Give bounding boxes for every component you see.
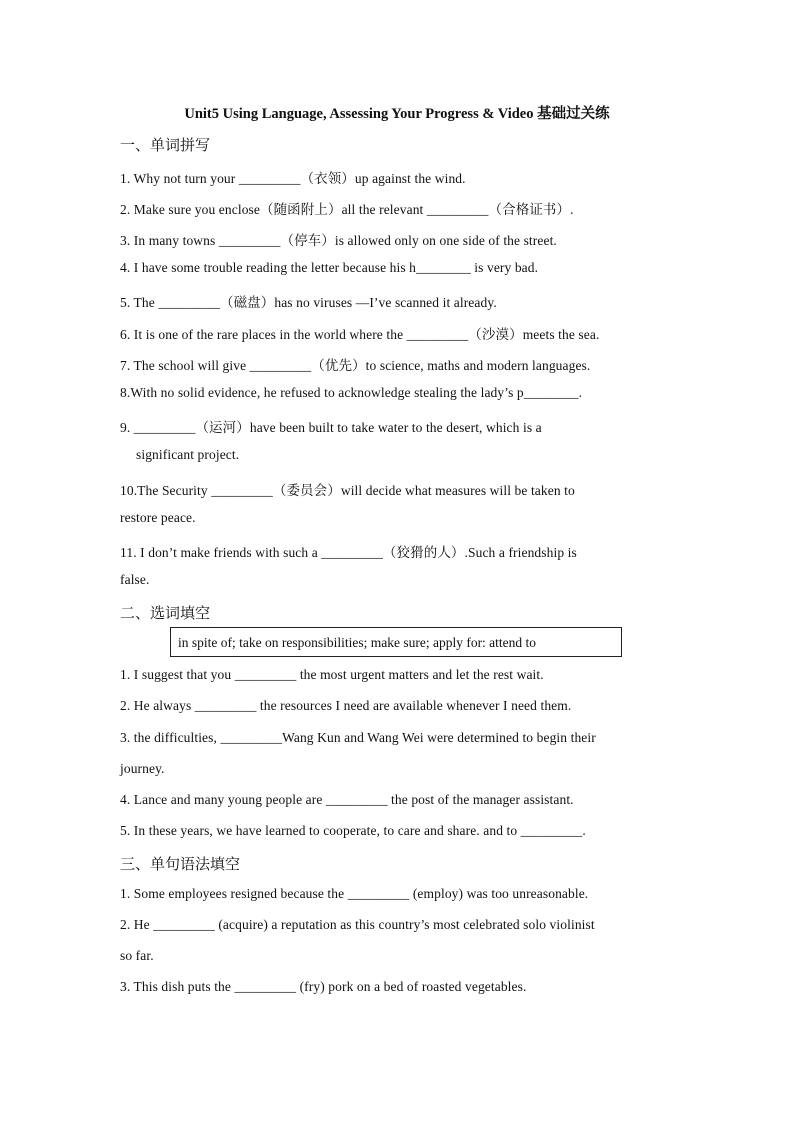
exercise-line: 10.The Security _________（委员会）will decide what measures will be taken to	[120, 483, 575, 498]
exercise-line-continued: significant project.	[136, 447, 240, 462]
exercise-line: 9. _________（运河）have been built to take water to the desert, which is a	[120, 420, 542, 435]
page-title: Unit5 Using Language, Assessing Your Progress & Video 基础过关练	[184, 106, 610, 122]
section-heading-spelling: 一、单词拼写	[120, 138, 211, 154]
section-heading-grammar: 三、单句语法填空	[120, 857, 241, 873]
exercise-line: 1. Why not turn your _________（衣领）up against the wind.	[120, 171, 466, 186]
exercise-line: 5. The _________（磁盘）has no viruses —I’ve scanned it already.	[120, 295, 497, 310]
exercise-line: 3. This dish puts the _________ (fry) pork on a bed of roasted vegetables.	[120, 979, 527, 994]
section-heading-word-choice: 二、选词填空	[120, 606, 211, 622]
exercise-line: 11. I don’t make friends with such a _________（狡猾的人）.Such a friendship is	[120, 545, 577, 560]
exercise-line: 4. Lance and many young people are _________ the post of the manager assistant.	[120, 792, 574, 807]
exercise-line: 6. It is one of the rare places in the world where the _________（沙漠）meets the sea.	[120, 327, 600, 342]
exercise-line: 2. Make sure you enclose（随函附上）all the relevant _________（合格证书）.	[120, 202, 574, 217]
exercise-line: 4. I have some trouble reading the letter because his h________ is very bad.	[120, 260, 539, 275]
exercise-line: 7. The school will give _________（优先）to science, maths and modern languages.	[120, 358, 591, 373]
exercise-line-continued: so far.	[120, 948, 154, 963]
exercise-line: 8.With no solid evidence, he refused to acknowledge stealing the lady’s p________.	[120, 385, 583, 400]
word-bank-box: in spite of; take on responsibilities; make sure; apply for: attend to	[170, 627, 622, 657]
exercise-line: 3. the difficulties, _________Wang Kun and Wang Wei were determined to begin their	[120, 730, 596, 745]
exercise-line: 2. He always _________ the resources I need are available whenever I need them.	[120, 698, 572, 713]
exercise-line: 1. Some employees resigned because the _________ (employ) was too unreasonable.	[120, 886, 589, 901]
exercise-line: 5. In these years, we have learned to cooperate, to care and share. and to _________.	[120, 823, 586, 838]
exercise-line-continued: false.	[120, 572, 150, 587]
exercise-line: 3. In many towns _________（停车）is allowed only on one side of the street.	[120, 233, 557, 248]
exercise-line-continued: journey.	[120, 761, 165, 776]
exercise-line: 2. He _________ (acquire) a reputation as this country’s most celebrated solo violinist	[120, 917, 595, 932]
exercise-line: 1. I suggest that you _________ the most urgent matters and let the rest wait.	[120, 667, 544, 682]
exercise-line-continued: restore peace.	[120, 510, 196, 525]
